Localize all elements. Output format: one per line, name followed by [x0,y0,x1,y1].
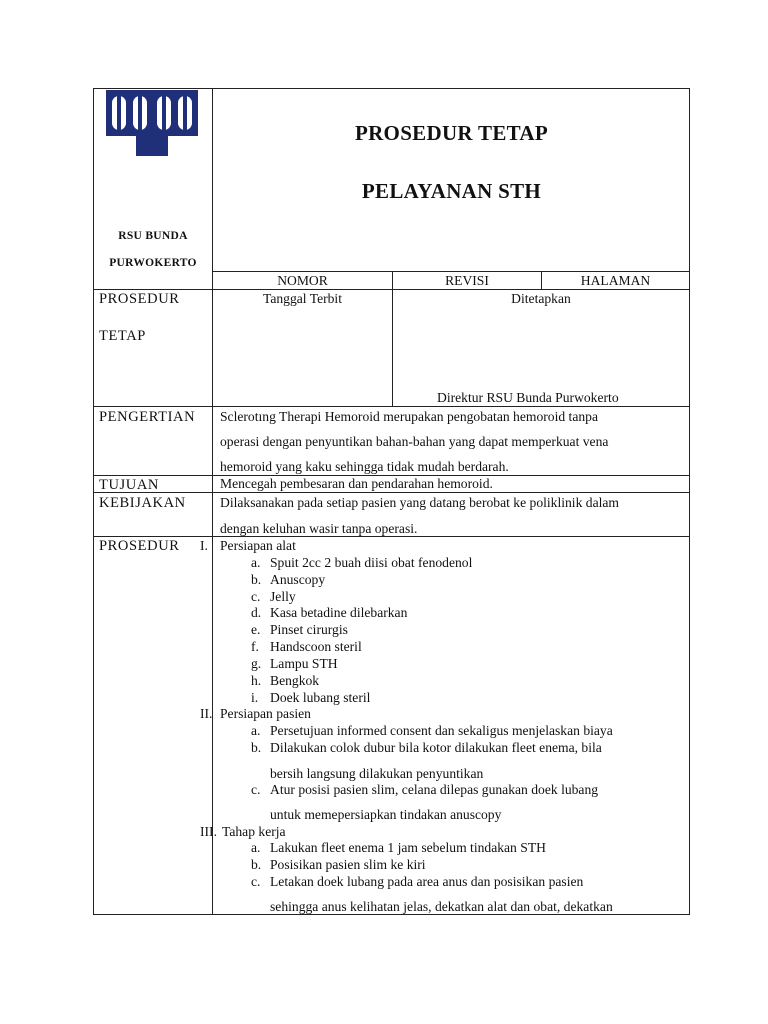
list-item-continuation: bersih langsung dilakukan penyuntikan [270,766,484,781]
item-letter: b. [251,740,262,755]
row-divider [212,271,690,272]
section-title: Persiapan alat [220,538,296,553]
table-border-left [93,88,94,915]
label-prosedur: PROSEDUR [99,538,180,554]
hospital-name-line2: PURWOKERTO [109,257,197,269]
label-prosedur-tetap-1: PROSEDUR [99,291,180,307]
kebijakan-line: dengan keluhan wasir tanpa operasi. [220,521,418,536]
item-letter: a. [251,840,261,855]
section-title: Persiapan pasien [220,706,311,721]
row-divider [93,492,690,493]
item-letter: h. [251,673,262,688]
list-item: Persetujuan informed consent dan sekaligus menjelaskan biaya [270,723,613,738]
col-header-halaman: HALAMAN [580,273,651,288]
document-title: PROSEDUR TETAP [354,121,549,145]
ditetapkan: Ditetapkan [511,291,571,306]
tujuan-text: Mencegah pembesaran dan pendarahan hemoroid. [220,476,493,491]
hospital-logo-icon [106,90,198,156]
item-letter: a. [251,555,261,570]
col-header-nomor: NOMOR [277,273,328,288]
section-title: Tahap kerja [222,824,286,839]
item-letter: e. [251,622,261,637]
item-letter: c. [251,782,261,797]
list-item: Kasa betadine dilebarkan [270,605,408,620]
tanggal-terbit: Tanggal Terbit [262,291,342,306]
item-letter: d. [251,605,262,620]
pengertian-line: operasi dengan penyuntikan bahan-bahan yang dapat memperkuat vena [220,434,609,449]
list-item: Atur posisi pasien slim, celana dilepas gunakan doek lubang [270,782,599,797]
item-letter: c. [251,874,261,889]
list-item: Spuit 2cc 2 buah diisi obat fenodenol [270,555,473,570]
list-item: Lampu STH [270,656,338,671]
item-letter: a. [251,723,261,738]
pengertian-line: hemoroid yang kaku sehingga tidak mudah berdarah. [220,459,509,474]
pengertian-line: Sclerotıng Therapi Hemoroid merupakan pengobatan hemoroid tanpa [220,409,598,424]
list-item-continuation: untuk memepersiapkan tindakan anuscopy [270,807,502,822]
direktur-signature: Direktur RSU Bunda Purwokerto [437,390,619,405]
item-letter: b. [251,857,262,872]
section-numeral: II. [200,706,213,721]
list-item: Posisikan pasien slim ke kiri [270,857,426,872]
list-item: Dilakukan colok dubur bila kotor dilakukan fleet enema, bila [270,740,602,755]
label-prosedur-tetap-2: TETAP [99,328,146,344]
list-item: Bengkok [270,673,320,688]
item-letter: g. [251,656,262,671]
list-item: Letakan doek lubang pada area anus dan posisikan pasien [270,874,584,889]
kebijakan-line: Dilaksanakan pada setiap pasien yang datang berobat ke poliklinik dalam [220,495,619,510]
column-divider [212,88,213,915]
list-item: Anuscopy [270,572,326,587]
list-item-continuation: sehingga anus kelihatan jelas, dekatkan alat dan obat, dekatkan [270,899,613,914]
label-pengertian: PENGERTIAN [99,409,196,425]
list-item: Handscoon steril [270,639,362,654]
list-item: Jelly [270,589,296,604]
section-numeral: III. [200,824,217,839]
document-subtitle: PELAYANAN STH [361,179,542,203]
col-header-revisi: REVISI [445,273,489,288]
list-item: Doek lubang steril [270,690,371,705]
item-letter: f. [251,639,259,654]
item-letter: b. [251,572,262,587]
label-kebijakan: KEBIJAKAN [99,495,186,511]
list-item: Pinset cirurgis [270,622,348,637]
table-border-top [93,88,690,89]
hospital-name-line1: RSU BUNDA [118,230,188,242]
table-border-right [689,88,690,915]
label-tujuan: TUJUAN [99,477,159,493]
item-letter: i. [251,690,259,705]
list-item: Lakukan fleet enema 1 jam sebelum tindakan STH [270,840,546,855]
section-numeral: I. [200,538,208,553]
item-letter: c. [251,589,261,604]
